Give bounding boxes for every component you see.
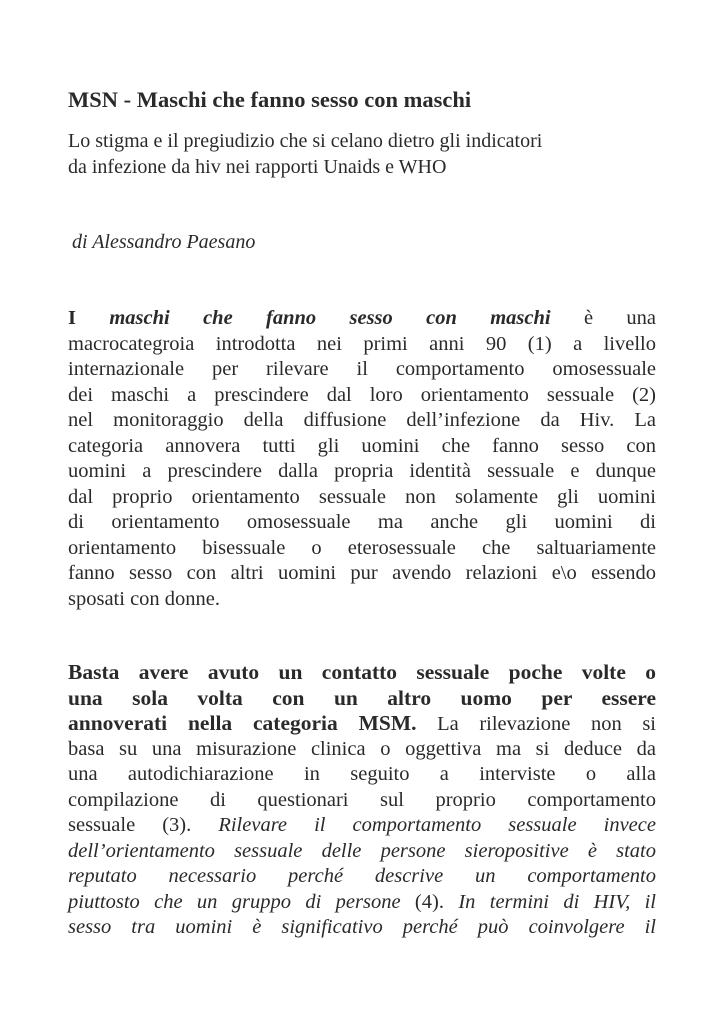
paragraph-line: una autodichiarazione in seguito a interviste o alla <box>68 763 656 785</box>
paragraph-line: reputato necessario perché descrive un comportamento <box>68 865 656 887</box>
paragraph-line: di orientamento omosessuale ma anche gli uomini di <box>68 511 656 533</box>
paragraph-line: dell’orientamento sessuale delle persone sieropositive è stato <box>68 839 656 862</box>
paragraph-line: internazionale per rilevare il comportamento omosessuale <box>68 358 656 380</box>
paragraph-line: basa su una misurazione clinica o oggettiva ma si deduce da <box>68 737 656 760</box>
paragraph-msm-definition <box>68 306 656 612</box>
paragraph-line: compilazione di questionari sul proprio comportamento <box>68 788 656 811</box>
paragraph-line <box>68 306 656 332</box>
text-run: è una <box>550 307 657 329</box>
paragraph-line <box>68 813 656 839</box>
paragraph-line: categoria annovera tutti gli uomini che fanno sesso con <box>68 434 656 457</box>
paragraph-line: sesso tra uomini è significativo perché può coinvolgere il <box>68 916 656 938</box>
paragraph-line: dal proprio orientamento sessuale non solamente gli uomini <box>68 485 656 508</box>
emphasis-term: maschi che fanno sesso con maschi <box>109 307 551 329</box>
paragraph-line: Basta avere avuto un contatto sessuale poche volte o <box>68 660 656 684</box>
subtitle-line: da infezione da hiv nei rapporti Unaids e WHO <box>68 156 447 178</box>
paragraph-msm-criteria <box>68 660 656 941</box>
text-run: (4). <box>414 890 459 913</box>
document-title: MSN - Maschi che fanno sesso con maschi <box>68 87 472 112</box>
text-run: sessuale (3). <box>68 814 219 836</box>
paragraph-line <box>68 711 656 737</box>
paragraph-line: uomini a prescindere dalla propria identità sessuale e dunque <box>68 460 656 482</box>
subtitle-line: Lo stigma e il pregiudizio che si celano dietro gli indicatori <box>68 130 543 152</box>
italic-run: Rilevare il comportamento sessuale invece <box>218 814 656 836</box>
paragraph-line <box>68 890 656 916</box>
italic-run: piuttosto che un gruppo di persone <box>68 890 415 913</box>
paragraph-line: fanno sesso con altri uomini pur avendo relazioni e\o essendo <box>68 562 656 584</box>
paragraph-line: sposati con donne. <box>68 587 221 610</box>
paragraph-line: nel monitoraggio della diffusione dell’infezione da Hiv. La <box>68 409 656 431</box>
text-run: La rilevazione non si <box>416 713 656 735</box>
paragraph-line: una sola volta con un altro uomo per essere <box>68 685 656 710</box>
bold-run: annoverati nella categoria MSM. <box>68 711 417 735</box>
paragraph-line: macrocategroia introdotta nei primi anni 90 (1) a livello <box>68 332 656 355</box>
author-byline: di Alessandro Paesano <box>72 231 256 253</box>
document-subtitle <box>68 128 656 180</box>
italic-run: In termini di HIV, il <box>458 890 656 913</box>
text-run: I <box>68 307 110 329</box>
paragraph-line: orientamento bisessuale o eterosessuale che saltuariamente <box>68 536 656 559</box>
paragraph-line: dei maschi a prescindere dal loro orientamento sessuale (2) <box>68 383 656 406</box>
